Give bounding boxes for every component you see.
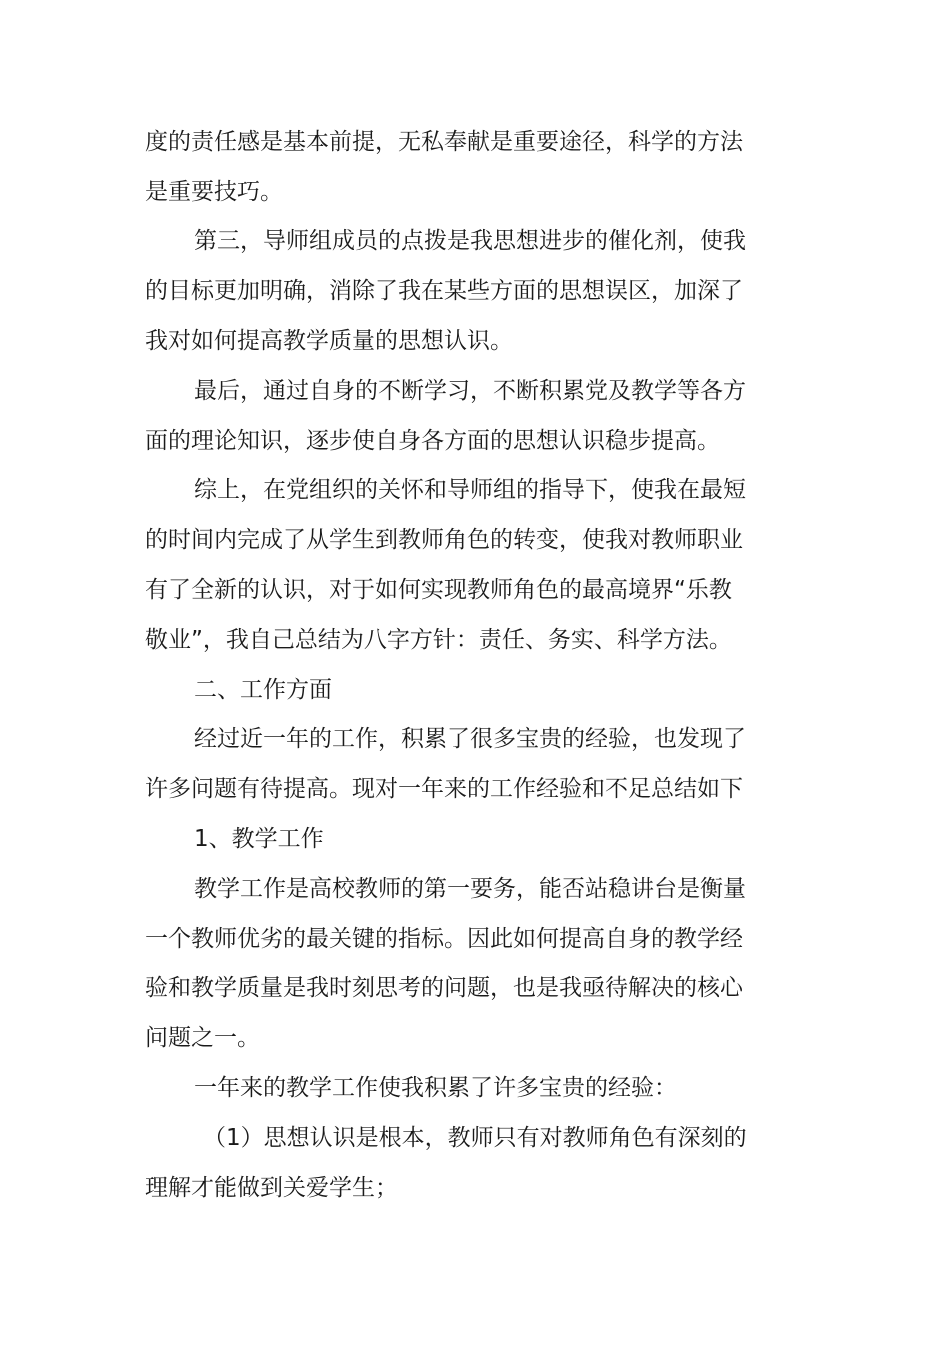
section-heading: 二、工作方面 [194,677,332,703]
paragraph-line: 的目标更加明确，消除了我在某些方面的思想误区，加深了 [145,278,743,304]
paragraph-line: 敬业”，我自己总结为八字方针：责任、务实、科学方法。 [145,627,732,653]
paragraph-line: 面的理论知识，逐步使自身各方面的思想认识稳步提高。 [145,428,720,454]
paragraph-line: 验和教学质量是我时刻思考的问题，也是我亟待解决的核心 [145,975,743,1001]
list-item: （1）思想认识是根本，教师只有对教师角色有深刻的 [203,1125,747,1151]
paragraph-line: 的时间内完成了从学生到教师角色的转变，使我对教师职业 [145,527,743,553]
paragraph-line: 第三，导师组成员的点拨是我思想进步的催化剂，使我 [194,228,746,254]
paragraph-line: 是重要技巧。 [145,179,283,205]
paragraph-line: 一个教师优劣的最关键的指标。因此如何提高自身的教学经 [145,926,743,952]
paragraph-line: 我对如何提高教学质量的思想认识。 [145,328,513,354]
paragraph-line: 综上，在党组织的关怀和导师组的指导下，使我在最短 [194,477,746,503]
paragraph-line: 教学工作是高校教师的第一要务，能否站稳讲台是衡量 [194,876,746,902]
paragraph-line: 度的责任感是基本前提，无私奉献是重要途径，科学的方法 [145,129,743,155]
paragraph-line: 最后，通过自身的不断学习，不断积累党及教学等各方 [194,378,746,404]
paragraph-line: 经过近一年的工作，积累了很多宝贵的经验，也发现了 [194,726,746,752]
paragraph-line: 许多问题有待提高。现对一年来的工作经验和不足总结如下 [145,776,743,802]
paragraph-line: 一年来的教学工作使我积累了许多宝贵的经验： [194,1075,677,1101]
subsection-heading: 1、教学工作 [194,826,324,852]
paragraph-line: 问题之一。 [145,1025,260,1051]
paragraph-line: 理解才能做到关爱学生； [145,1175,398,1201]
paragraph-line: 有了全新的认识，对于如何实现教师角色的最高境界“乐教 [145,577,732,603]
